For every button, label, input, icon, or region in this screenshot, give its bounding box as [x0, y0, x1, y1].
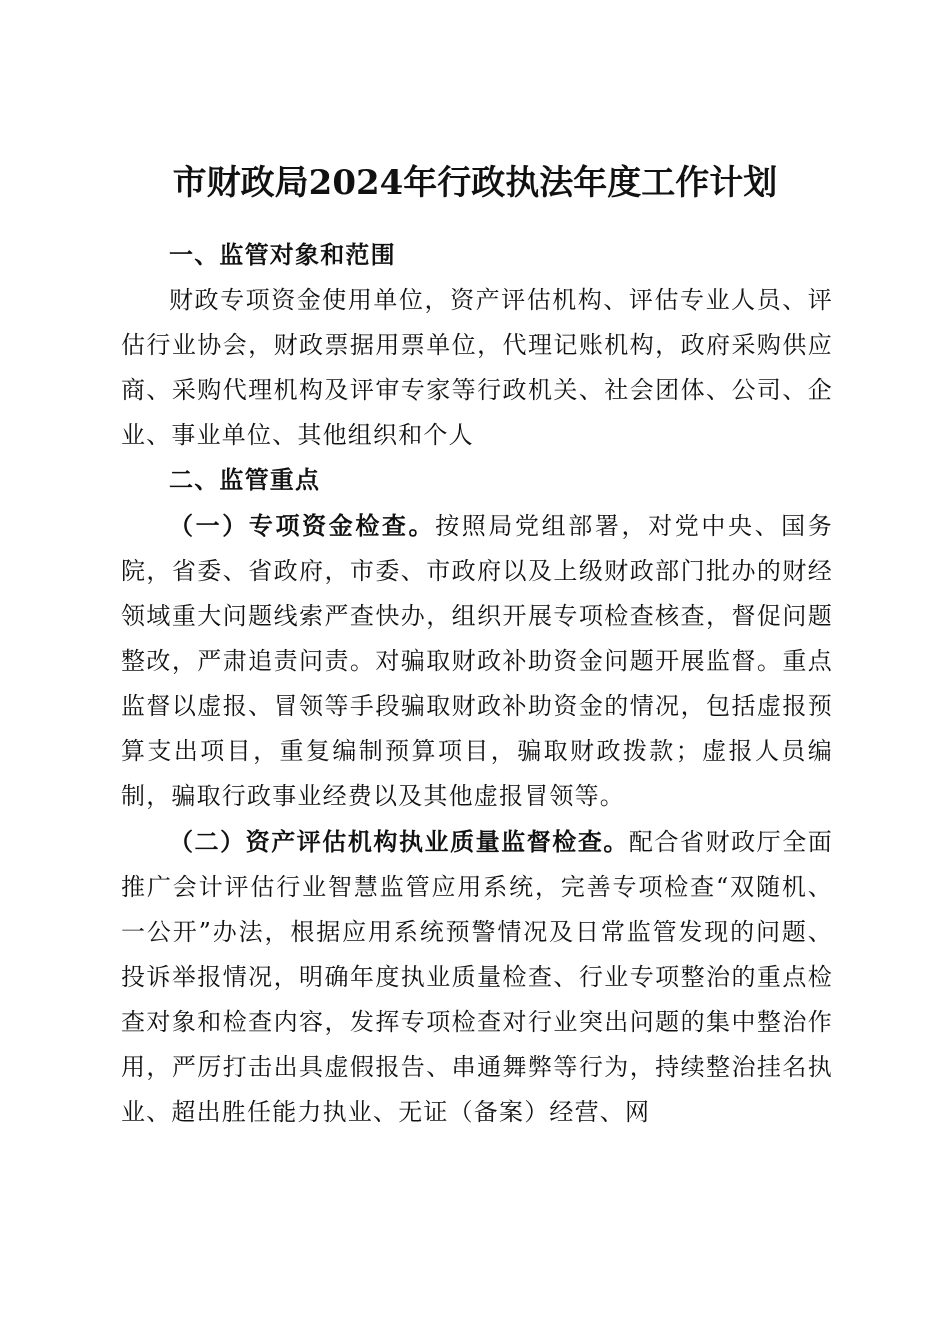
document-body [121, 233, 833, 1135]
paragraph-asset-valuation [121, 819, 833, 1135]
section-heading-scope: 一、监管对象和范围 [169, 241, 396, 269]
section-heading-focus: 二、监管重点 [169, 466, 321, 494]
paragraph-scope: 财政专项资金使用单位，资产评估机构、评估专业人员、评估行业协会，财政票据用票单位，代理记账机构，政府采购供应商、采购代理机构及评审专家等行政机关、社会团体、公司、企业、事业单位、其他组织和个人 [121, 286, 833, 449]
document-title: 市财政局2024年行政执法年度工作计划 [172, 162, 778, 203]
paragraph-lead-special-funds: （一）专项资金检查。 [169, 511, 436, 540]
paragraph-text-asset-valuation: 配合省财政厅全面推广会计评估行业智慧监管应用系统，完善专项检查“双随机、一公开”办法，根据应用系统预警情况及日常监管发现的问题、投诉举报情况，明确年度执业质量检查、行业专项整治的重点检查对象和检查内容，发挥专项检查对行业突出问题的集中整治作用，严厉打击出具虚假报告、串通舞弊等行为，持续整治挂名执业、超出胜任能力执业、无证（备案）经营、网 [121, 828, 833, 1126]
paragraph-lead-asset-valuation: （二）资产评估机构执业质量监督检查。 [169, 827, 629, 856]
paragraph-text-special-funds: 按照局党组部署，对党中央、国务院，省委、省政府，市委、市政府以及上级财政部门批办的财经领域重大问题线索严查快办，组织开展专项检查核查，督促问题整改，严肃追责问责。对骗取财政补助资金问题开展监督。重点监督以虚报、冒领等手段骗取财政补助资金的情况，包括虚报预算支出项目，重复编制预算项目，骗取财政拨款；虚报人员编制，骗取行政事业经费以及其他虚报冒领等。 [121, 512, 834, 810]
paragraph-special-funds [121, 503, 833, 819]
